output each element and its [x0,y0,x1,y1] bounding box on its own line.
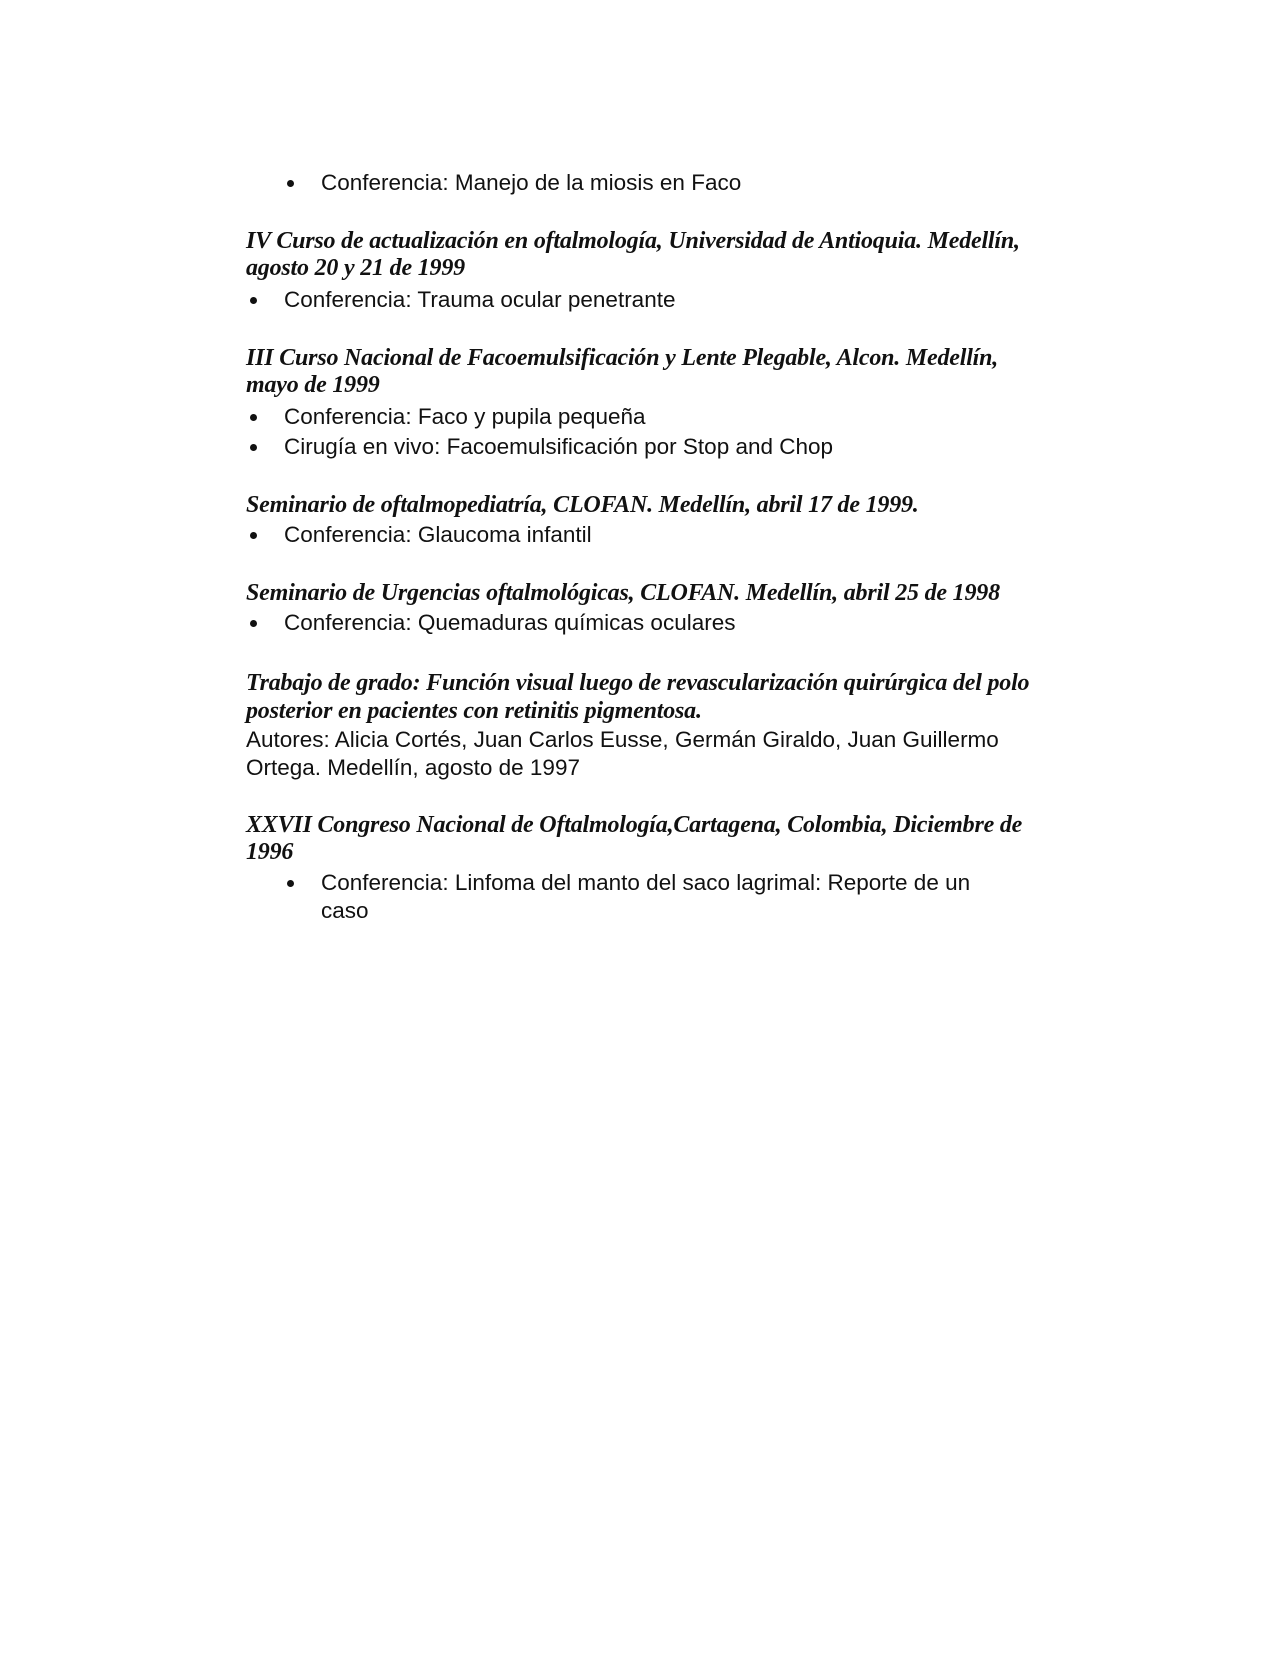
entry-heading: III Curso Nacional de Facoemulsificación y Lente Plegable, Alcon. Medellín, [246,345,999,371]
entry-heading: mayo de 1999 [246,372,380,398]
bullet-icon [250,532,257,539]
bullet-icon [287,180,294,187]
bullet-icon [287,880,294,887]
bullet-icon [250,297,257,304]
entry-heading: Seminario de Urgencias oftalmológicas, CLOFAN. Medellín, abril 25 de 1998 [246,580,1000,606]
bullet-icon [250,444,257,451]
bullet-item: Conferencia: Manejo de la miosis en Faco [321,170,742,195]
entry-heading: posterior en pacientes con retinitis pigmentosa. [246,698,702,724]
bullet-item: Conferencia: Linfoma del manto del saco lagrimal: Reporte de un [321,870,971,895]
entry-heading: Seminario de oftalmopediatría, CLOFAN. Medellín, abril 17 de 1999. [246,492,919,518]
bullet-item: Conferencia: Quemaduras químicas oculares [284,610,736,635]
bullet-item: caso [321,898,369,923]
bullet-item: Conferencia: Faco y pupila pequeña [284,404,646,429]
bullet-item: Cirugía en vivo: Facoemulsificación por Stop and Chop [284,434,834,459]
entry-heading: IV Curso de actualización en oftalmología, Universidad de Antioquia. Medellín, [246,228,1020,254]
entry-heading: 1996 [246,839,294,865]
entry-heading: agosto 20 y 21 de 1999 [246,255,465,281]
bullet-icon [250,414,257,421]
entry-text: Autores: Alicia Cortés, Juan Carlos Eusse, Germán Giraldo, Juan Guillermo [246,727,999,752]
bullet-icon [250,620,257,627]
bullet-item: Conferencia: Glaucoma infantil [284,522,592,547]
entry-heading: XXVII Congreso Nacional de Oftalmología,Cartagena, Colombia, Diciembre de [246,812,1023,838]
bullet-item: Conferencia: Trauma ocular penetrante [284,287,676,312]
entry-heading: Trabajo de grado: Función visual luego de revascularización quirúrgica del polo [246,670,1030,696]
entry-text: Ortega. Medellín, agosto de 1997 [246,755,580,780]
